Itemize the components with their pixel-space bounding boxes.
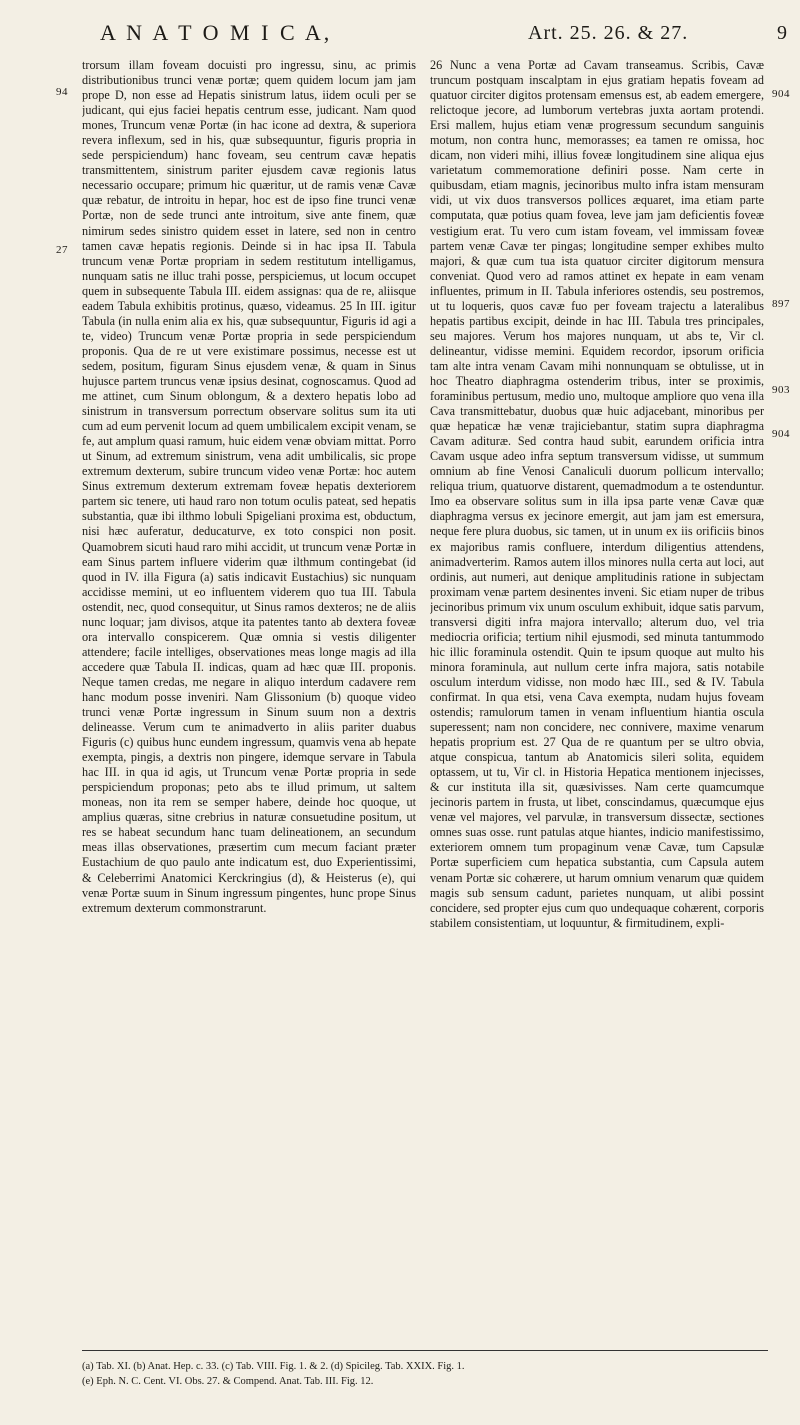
margin-number: 903 <box>772 384 790 396</box>
margin-number: 94 <box>56 86 68 98</box>
margin-number: 904 <box>772 428 790 440</box>
right-column-text: 26 Nunc a vena Portæ ad Cavam transeamus. Scribis, Cavæ truncum postquam inscalptam in ejus gratiam hepatis foveam ad quatuor circiter digitos protensam emensus est, ab eadem emergere, relictoque jecore, ad lumborum vertebras juxta aortam protendi. Ersi mallem, hujus etiam venæ progressum secundum sanguinis motum, non contra hunc, memorasses; ea tamen re omissa, hoc dicam, non videri mihi, illius foveæ longitudinem sine aliqua ejus varietatum commemoratione definiri posse. Nam certe in quibusdam, etiam magnis, jecinoribus multo infra istam mensuram vidi, ut vix duos transversos pollices æquaret, ima etiam parte computata, quæ potius quam fovea, leve jam jam deficientis foveæ vestigium erat. Tu vero cum istam foveam, vel immissam foveæ partem venæ Cavæ ter pingas; longitudine semper exhibes multo majori, & quæ cum tua ista quatuor circiter digitorum mensura conveniat. Quod vero ad ramos attinet ex hepate in eam venam influentes, primum in II. Tabula inferiores ostendis, seu postremos, ut tu loqueris, quos cavæ fuo per foveam trajectu a lateralibus hepatis partibus excipit, deinde in hac III. Tabula tres principales, seu majores. Verum hos majores nunquam, ut abs te, Vir cl. delineantur, vidisse memini. Equidem recordor, ipsorum orificia tam alte intra venam Cavam mihi nonnunquam se obtulisse, ut in hoc Theatro diaphragma ostenderim tribus, inter se proximis, foraminibus pertusum, medio uno, multoque ampliore quo vena illa Cava transmittebatur, duobus quæ huic adjacebant, minoribus per quæ hepaticæ hæ venæ trajiciebantur, statim supra diaphragma Cavam adituræ. Sed contra haud subit, earundem orificia intra Cavam usque adeo infra septum transversum vidisse, ut summum omnium ab fine Venosi Canaliculi duorum pollicum intervallo; reliqua trium, quatuorve distarent, quemadmodum a te ostenduntur. Imo ea observare solitus sum in illa ipsa parte venæ Cavæ quæ diaphragma versus ex jecinore emergit, aut jam jam est emersura, neque fere plura duobus, sic tamen, ut in unum ex iis orificiis binos ex majoribus ramis confluere, interdum diligentius attendens, animadverterim. Ramos autem illos minores nulla certa aut loci, aut ordinis, aut numeri, aut denique amplitudinis ratione in subjectam proximam venæ partem desinentes inveni. Sic etiam nuper de tribus jecinoribus primum vix unum osculum exhibuit, idque satis parvum, transversi digiti infra majora intervallo; alterum duo, vel tria mediocria orificia; tertium nihil ejusmodi, sed minuta tantummodo hic illic foraminula ostendit. Quin te ipsum quoque aut multo his minora foraminula, aut nullum certe infra majora, satis notabile osculum interdum vidisse, non modo hæc III., sed & IV. Tabula confirmat. In qua etsi, vena Cava exempta, nudam hujus foveam ostendis; ramulorum tamen in venam influentium hiantia oscula superessent; nam non concidere, nec connivere, maxime venarum hepatis proprium est. 27 Qua de re quantum per se ultro obvia, atque conspicua, tantum ab Anatomicis sileri solita, equidem optassem, ut tu, Vir cl. in Historia Hepatica mentionem injecisses, & cur instituta illa sit, quæsivisses. Nam certe quamcumque jecinoris partem in frusta, ut libet, conscindamus, quæcumque ejus venæ vel majores, vel parvulæ, in transversum dissectæ, sectiones omnes suas osse. runt patulas atque hiantes, indicio manifestissimo, exteriorem omnem tum propaginum venæ Cavæ, tum Capsulæ Portæ superficiem cum hepatica substantia, cum Capsula autem venam Portæ sic cohærere, ut harum omnium venarum quæ quidem magis sub sensum cadunt, parietes nunquam, ut alibi possint concidere, sed propter ejus cum quo undequaque cohærent, corporis stabilem consistentiam, ut loquuntur, & firmitudinem, expli- <box>430 58 764 930</box>
page-number: 9 <box>777 22 790 44</box>
footnote-line: (a) Tab. XI. (b) Anat. Hep. c. 33. (c) Tab. VIII. Fig. 1. & 2. (d) Spicileg. Tab. XXIX. Fig. 1. <box>82 1361 465 1372</box>
header-title: A N A T O M I C A, <box>100 20 333 45</box>
left-column-text: trorsum illam foveam docuisti pro ingressu, sinu, ac primis distributionibus trunci venæ portæ; quem quidem locum jam jam prope D, non esse ad Hepatis sinistrum latus, iidem oculi per se judicant, qui ejus faciei hepatis centrum esse, judicant. Nam quod mones, Truncum venæ Portæ (in hac icone ad dextra, & superiora revera inflexum, sed in his, quæ subsequuntur, figuris propria in sede perspiciendum) hanc foveam, seu centrum cavæ hepatis transmittentem, sinistrum pariter ejusdem cavæ regionis latus necessario occupare; primum hic quæritur, ut de ramis venæ Cavæ quæ rebatur, de introitu in hepar, hoc est de ipso fine trunci venæ Portæ, non de sede trunci ante introitum, sive ante finem, quæ nimirum sedes sinistro quidem esset in latere, sed non in centro tamen cavæ hepatis regionis. Deinde si in hac ipsa II. Tabula truncum venæ Portæ propriam in sedem restitutum intelligamus, nunquam satis ne illuc trahi posse, perspiciemus, ut locum occupet quem in subsequente Tabula III. eidem assignas: qua de re, aliisque eadem Tabula exhibitis protinus, quæso, videamus. 25 In III. igitur Tabula (in nulla enim alia ex his, quæ subsequuntur, Figuris id agi a te, video) Truncum venæ Portæ propria in sede perspiciendum proponis. Qua de re ut vere existimare possimus, necesse est ut sedem, positum, figuram Sinus ejusdem venæ, & quam in Sinus hujusce partem truncus venæ ipsius desinat, cognoscamus. Quod ad me attinet, cum Sinum oblongum, & a dextero hepatis lobo ad sinistrum in transversum porrectum observare solitus sum ita uti cum ad eum pervenit locum ad quem umbilicalem excipit venam, se fe, aut amplum quasi ramum, huic eidem venæ obviam mittat. Porro ut Sinum, ad extremum sinistrum, vena adit umbilicalis, sic prope extremum dexterum, subire truncum video venæ Portæ: hoc autem Sinus extremum dexterum extremam foveæ hepatis dexteriorem partem sic tenere, uti haud raro non totum oculis pateat, sed hepatis substantia, quæ ibi ilthmo lobuli Spigeliani proxima est, obductum, nisi hæc auferatur, deducaturve, ex toto conspici non posit. Quamobrem sicuti haud raro mihi accidit, ut truncum venæ Portæ in eam Sinus partem influere viderim quæ ilthmum contingebat (id quod in IV. illa Figura (a) satis indicavit Eustachius) sic nunquam accidisse memini, ut eo influentem viderem quo tua III. Tabula ostendit, nec, quod consequitur, ut Sinus ramos dexteros; ne de aliis nunc loquar; jam divisos, atque ita patentes tanto ab dextera foveæ ora intervallo conspicerem. Quæ omnia si vestis diligenter attendere; facile intelliges, observationes meas longe magis ad illa accedere quæ Tabula II. indicas, quam ad hæc quæ III. proponis. Neque tamen credas, me negare in aliquo interdum cadavere rem hanc modum posse inveniri. Nam Glissonium (b) quoque video trunci venæ Portæ ingressum in Sinum suum non a dextris delineasse. Verum cum te animadverto in aliis pariter duabus Figuris (c) quibus hunc eundem ingressum, quamvis vena ab hepate exempta, pingis, a dextris non pingere, idemque servare in Tabula hac III. in qua id agis, ut Truncum venæ Portæ propria in sede perspiciendum proponas; peto abs te illud primum, ut saltem moneas, non ita rem se semper habere, deinde hoc quoque, ut amplius quæras, sitne crebrius in naturæ consuetudine positum, ut res se habeat secundum hanc tuam delineationem, an secundum meas illas observationes, præsertim cum mecum faciant præter Eustachium de quo paulo ante indicatum est, duo Experientissimi, & Celeberrimi Anatomici Kerckringius (d), & Heisterus (e), qui venæ Portæ suum in Sinum ingressum pingentes, hunc prope Sinus extremum dexterum commonstrarunt. <box>82 58 416 915</box>
footnote-line: (e) Eph. N. C. Cent. VI. Obs. 27. & Compend. Anat. Tab. III. Fig. 12. <box>82 1376 374 1387</box>
margin-number: 27 <box>56 244 68 256</box>
left-column <box>82 58 416 1348</box>
right-column <box>430 58 764 1348</box>
margin-number: 904 <box>772 88 790 100</box>
header-articles: Art. 25. 26. & 27. <box>528 22 689 44</box>
margin-number: 897 <box>772 298 790 310</box>
footnote-rule <box>82 1350 768 1351</box>
running-header <box>100 20 790 56</box>
